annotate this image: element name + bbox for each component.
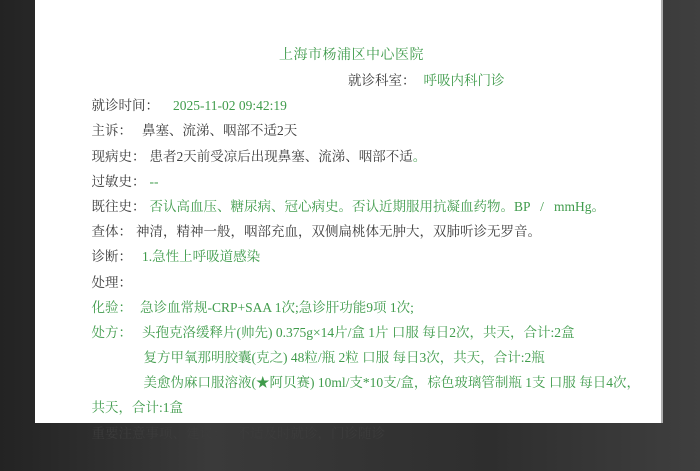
prescription-drug-3-continued: 共天，合计:1盒 bbox=[91, 400, 184, 416]
physical-exam-label: 查体： bbox=[91, 224, 132, 240]
chief-complaint-label: 主诉： bbox=[91, 123, 132, 139]
treatment-row bbox=[78, 244, 625, 290]
prescription-row-3 bbox=[78, 345, 640, 391]
allergy-history-label: 过敏史： bbox=[91, 173, 146, 189]
medical-record-page bbox=[35, 0, 663, 441]
visit-time-label: 就诊时间： bbox=[91, 98, 159, 114]
lab-orders-value: 急诊血常规-CRP+SAA 1次;急诊肝功能9项 1次; bbox=[140, 299, 414, 315]
physical-exam-row bbox=[78, 194, 625, 240]
department-label: 就诊科室： bbox=[348, 73, 416, 88]
advice-label: 重要注意事项、建议： bbox=[91, 425, 227, 441]
department-group bbox=[348, 68, 505, 93]
present-illness-value: 患者2天前受凉后出现鼻塞、流涕、咽部不适 bbox=[149, 148, 413, 164]
lab-orders-label: 化验： bbox=[91, 299, 132, 315]
present-illness-period: 。 bbox=[412, 148, 427, 164]
chief-complaint-row bbox=[78, 93, 625, 139]
hospital-title: 上海市杨浦区中心医院 bbox=[279, 48, 424, 63]
diagnosis-value: 1.急性上呼吸道感染 bbox=[142, 249, 261, 265]
present-illness-row bbox=[78, 118, 625, 164]
prescription-label: 处方： bbox=[91, 324, 132, 340]
chief-complaint-value: 鼻塞、流涕、咽部不适2天 bbox=[142, 123, 298, 139]
treatment-label: 处理： bbox=[91, 274, 132, 290]
visit-time-value: 2025-11-02 09:42:19 bbox=[173, 98, 287, 114]
department-value: 呼吸内科门诊 bbox=[423, 73, 505, 88]
past-history-value: 否认高血压、糖尿病、冠心病史。否认近期服用抗凝血药物。BP / mmHg。 bbox=[149, 198, 606, 214]
allergy-history-value: -- bbox=[149, 173, 159, 189]
diagnosis-row bbox=[78, 219, 625, 265]
visit-info-row bbox=[78, 68, 625, 114]
lab-orders-row bbox=[78, 270, 625, 315]
advice-row bbox=[78, 395, 625, 441]
advice-value: 不适及时就诊，门诊随诊 bbox=[236, 425, 385, 441]
diagnosis-label: 诊断： bbox=[91, 249, 132, 265]
physical-exam-value: 神清，精神一般，咽部充血，双侧扁桃体无肿大，双肺听诊无罗音。 bbox=[136, 224, 541, 240]
prescription-row-1 bbox=[78, 295, 625, 340]
present-illness-label: 现病史： bbox=[91, 148, 146, 164]
past-history-label: 既往史： bbox=[91, 198, 146, 214]
prescription-row-4 bbox=[78, 370, 625, 416]
past-history-row bbox=[78, 169, 625, 214]
prescription-drug-1: 头孢克洛缓释片(帅先) 0.375g×14片/盒 1片 口服 每日2次，共天，合计:2盒 bbox=[142, 324, 575, 340]
prescription-row-2 bbox=[78, 320, 625, 366]
allergy-history-row bbox=[78, 144, 625, 189]
prescription-drug-3: 美愈伪麻口服溶液(★阿贝赛) 10ml/支*10支/盒，棕色玻璃管制瓶 1支 口服 每日4次， bbox=[143, 375, 640, 391]
prescription-drug-2: 复方甲氧那明胶囊(克之) 48粒/瓶 2粒 口服 每日3次，共天，合计:2瓶 bbox=[143, 350, 545, 366]
